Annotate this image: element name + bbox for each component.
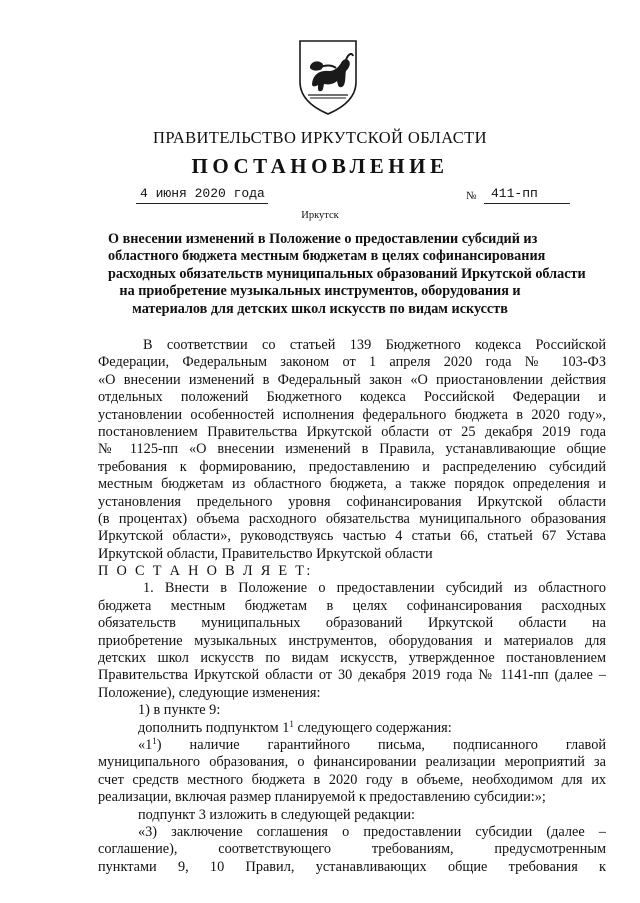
document-date: 4 июня 2020 года bbox=[140, 186, 265, 201]
item1-line: детских школ искусств по видам искусств, утвержденное постановлением bbox=[98, 650, 606, 667]
quote1-open: «1 bbox=[138, 736, 153, 753]
document-title bbox=[108, 231, 586, 318]
preamble-line: установления предельного уровня софинансирования Иркутской области bbox=[98, 493, 606, 510]
quote1-line: счет средств местного бюджета в 2020 году в объеме, необходимом для их bbox=[98, 771, 606, 788]
item1-line: приобретение музыкальных инструментов, оборудования и материалов для bbox=[98, 632, 606, 649]
superscript: 1 bbox=[152, 736, 157, 746]
addition-suffix: следующего содержания: bbox=[293, 719, 452, 736]
preamble-line: Федерации, Федеральным законом от 1 апреля 2020 года № 103-ФЗ bbox=[98, 354, 606, 371]
document-type-heading: ПОСТАНОВЛЕНИЕ bbox=[191, 154, 449, 178]
preamble-line: «О внесении изменений в Федеральный закон «О приостановлении действия bbox=[98, 371, 606, 388]
item1-line: обязательств муниципальных образований Иркутской области на bbox=[98, 615, 606, 632]
quote1-rest: ) наличие гарантийного письма, подписанного главой bbox=[156, 736, 606, 753]
number-underline bbox=[484, 203, 570, 204]
document-number: 411-пп bbox=[491, 186, 538, 201]
number-sign: № bbox=[466, 190, 477, 202]
item1-line: Правительства Иркутской области от 30 декабря 2019 года № 1141-пп (далее – bbox=[98, 667, 606, 684]
preamble-line: местным бюджетам из областного бюджета, а также порядок определения и bbox=[98, 476, 606, 493]
item1-line: 1. Внести в Положение о предоставлении субсидий из областного bbox=[143, 580, 606, 597]
preamble-line: Иркутской области, Правительство Иркутской области bbox=[98, 545, 433, 562]
superscript: 1 bbox=[289, 719, 294, 729]
document-city: Иркутск bbox=[301, 210, 339, 221]
quote1-line bbox=[98, 737, 606, 754]
preamble-line: В соответствии со статьей 139 Бюджетного кодекса Российской bbox=[143, 337, 606, 353]
preamble-line: № 1125-пп «О внесении изменений в Правила, устанавливающие общие bbox=[98, 441, 606, 458]
resolves-heading: П О С Т А Н О В Л Я Е Т: bbox=[98, 563, 313, 580]
preamble-line: установлении особенностей исполнения федерального бюджета в 2020 году», bbox=[98, 406, 606, 423]
quote2-line: соглашение), соответствующего требованиям, предусмотренным bbox=[98, 841, 606, 858]
item1-line: Положение), следующие изменения: bbox=[98, 684, 321, 701]
preamble-line: постановлением Правительства Иркутской области от 25 декабря 2019 года bbox=[98, 423, 606, 440]
quote1-line: муниципального образования, о финансировании реализации мероприятий за bbox=[98, 754, 606, 771]
date-underline bbox=[136, 203, 268, 204]
addition-prefix: дополнить подпунктом 1 bbox=[138, 719, 290, 736]
preamble-line: Иркутской области», руководствуясь частью 4 статьи 66, статьей 67 Устава bbox=[98, 528, 606, 545]
document-body bbox=[98, 337, 606, 876]
quote2-line: «3) заключение соглашения о предоставлении субсидии (далее – bbox=[138, 823, 606, 840]
title-line: материалов для детских школ искусств по видам искусств bbox=[132, 300, 508, 317]
subitem-label: 1) в пункте 9: bbox=[138, 702, 221, 719]
title-line: на приобретение музыкальных инструментов, оборудования и bbox=[119, 283, 521, 300]
item1-line: бюджета местным бюджетам в целях софинансирования расходных bbox=[98, 597, 606, 614]
title-line: О внесении изменений в Положение о предоставлении субсидий из bbox=[108, 231, 538, 247]
preamble-line: требования к формированию, предоставлению и распределению субсидий bbox=[98, 458, 606, 475]
subitem-label: подпункт 3 изложить в следующей редакции: bbox=[138, 806, 415, 823]
title-line: областного бюджета местным бюджетам в целях софинансирования bbox=[108, 248, 546, 265]
preamble-line: отдельных положений Бюджетного кодекса Российской Федерации и bbox=[98, 389, 606, 406]
quote1-line: реализации, включая размер планируемой к предоставлению субсидии:»; bbox=[98, 789, 546, 806]
coat-of-arms-icon bbox=[296, 38, 360, 116]
preamble-line: (в процентах) объема расходного обязательства муниципального образования bbox=[98, 510, 606, 527]
title-line: расходных обязательств муниципальных образований Иркутской области bbox=[108, 265, 586, 282]
addition-line bbox=[98, 720, 606, 737]
quote2-line: пунктами 9, 10 Правил, устанавливающих общие требования к bbox=[98, 858, 606, 875]
government-name: ПРАВИТЕЛЬСТВО ИРКУТСКОЙ ОБЛАСТИ bbox=[153, 128, 487, 147]
